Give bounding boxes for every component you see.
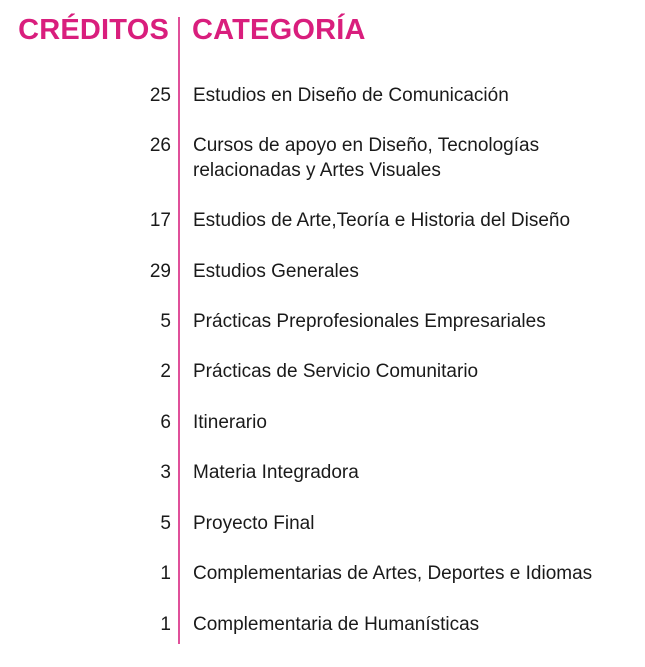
credits-value: 1 bbox=[160, 614, 171, 635]
credits-value: 5 bbox=[160, 311, 171, 332]
column-divider bbox=[178, 17, 180, 644]
credits-value: 5 bbox=[160, 513, 171, 534]
category-value: Estudios Generales bbox=[193, 261, 359, 282]
category-value: Itinerario bbox=[193, 412, 267, 433]
credits-value: 2 bbox=[160, 361, 171, 382]
category-value: Cursos de apoyo en Diseño, Tecnologías relacionadas y Artes Visuales bbox=[193, 135, 540, 181]
credits-value: 26 bbox=[149, 135, 171, 156]
credits-value: 6 bbox=[160, 412, 171, 433]
category-header: CATEGORÍA bbox=[192, 14, 366, 46]
category-value: Complementaria de Humanísticas bbox=[193, 614, 480, 635]
category-value: Prácticas Preprofesionales Empresariales bbox=[193, 311, 546, 332]
category-value: Prácticas de Servicio Comunitario bbox=[193, 361, 479, 382]
credits-value: 29 bbox=[149, 261, 171, 282]
credits-value: 25 bbox=[149, 85, 171, 106]
credits-value: 17 bbox=[149, 210, 171, 231]
category-value: Complementarias de Artes, Deportes e Idiomas bbox=[193, 563, 593, 584]
credits-value: 1 bbox=[160, 563, 171, 584]
category-value: Estudios de Arte,Teoría e Historia del Diseño bbox=[193, 210, 571, 231]
credits-value: 3 bbox=[160, 462, 171, 483]
credits-header: CRÉDITOS bbox=[18, 14, 169, 46]
category-value: Proyecto Final bbox=[193, 513, 315, 534]
category-value: Estudios en Diseño de Comunicación bbox=[193, 85, 509, 106]
category-value: Materia Integradora bbox=[193, 462, 359, 483]
